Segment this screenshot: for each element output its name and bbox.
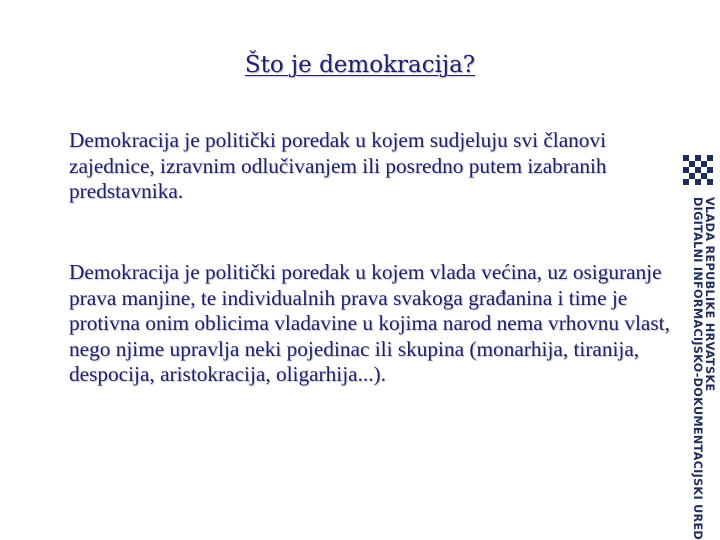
checkerboard-logo-icon <box>683 155 717 189</box>
slide-title: Što je demokracija? <box>244 52 476 78</box>
logo-text-government: VLADA REPUBLIKE HRVATSKE <box>703 197 716 392</box>
logo-text-office: DIGITALNI INFORMACIJSKO-DOKUMENTACIJSKI URED <box>691 197 704 540</box>
paragraph-definition-1: Demokracija je politički poredak u kojem sudjeluju svi članovi zajednice, izravnim odlučivanjem ili posredno putem izabranih predstavnika. <box>69 128 607 203</box>
government-logo <box>676 135 720 540</box>
paragraph-definition-2: Demokracija je politički poredak u kojem vlada većina, uz osiguranje prava manjine, te individualnih prava svakoga građanina i time je protivna onim oblicima vladavine u kojima narod nema vrhovnu vlast, nego njime upravlja neki pojedinac ili skupina (monarhija, tiranija, despocija, aristokracija, oligarhija...). <box>69 260 670 386</box>
